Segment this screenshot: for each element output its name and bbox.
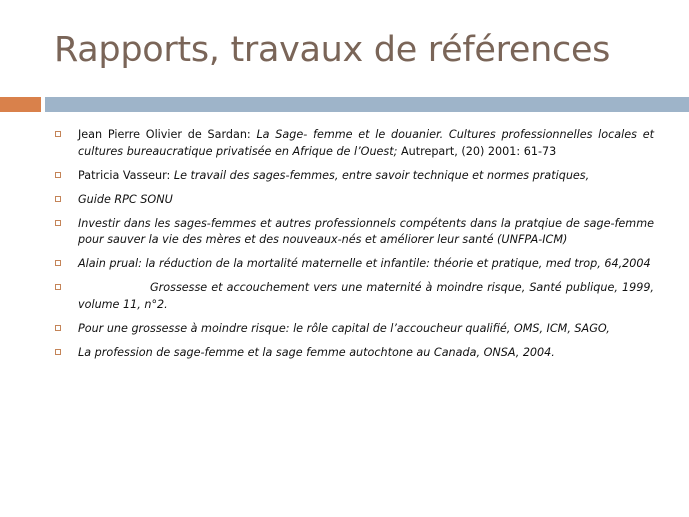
square-bullet-icon bbox=[55, 220, 61, 226]
square-bullet-icon bbox=[55, 284, 61, 290]
reference-author: Patricia Vasseur: bbox=[78, 168, 174, 182]
reference-title: La Sage- femme et le douanier. Cultures professionnelles locales et cultures bureaucratique privatisée en Afrique de l’Ouest; bbox=[78, 128, 654, 158]
reference-title: Le travail des sages-femmes, entre savoir technique et normes pratiques, bbox=[173, 168, 590, 182]
slide-title: Rapports, travaux de références bbox=[54, 30, 611, 70]
list-item bbox=[54, 127, 654, 160]
reference-text: La profession de sage-femme et la sage femme autochtone au Canada, ONSA, 2004. bbox=[78, 345, 555, 359]
list-item bbox=[54, 256, 654, 273]
square-bullet-icon bbox=[55, 196, 61, 202]
list-item bbox=[54, 321, 654, 338]
list-item bbox=[54, 216, 654, 249]
square-bullet-icon bbox=[55, 349, 61, 355]
square-bullet-icon bbox=[55, 325, 61, 331]
title-underline-band bbox=[45, 97, 689, 112]
square-bullet-icon bbox=[55, 131, 61, 137]
accent-band bbox=[0, 97, 41, 112]
reference-author: Jean Pierre Olivier de Sardan: bbox=[78, 128, 257, 141]
square-bullet-icon bbox=[55, 172, 61, 178]
reference-text: Pour une grossesse à moindre risque: le rôle capital de l’accoucheur qualifié, OMS, ICM, SAGO, bbox=[78, 321, 610, 335]
reference-source: Autrepart, (20) 2001: 61-73 bbox=[400, 144, 557, 158]
list-item bbox=[54, 345, 654, 362]
reference-text: Grossesse et accouchement vers une maternité à moindre risque, Santé publique, 1999, volume 11, n°2. bbox=[78, 281, 654, 311]
reference-text: Investir dans les sages-femmes et autres professionnels compétents dans la pratqiue de sage-femme pour sauver la vie des mères et des nouveaux-nés et améliorer leur santé (UNFPA-ICM) bbox=[78, 216, 654, 246]
list-item bbox=[54, 280, 654, 313]
square-bullet-icon bbox=[55, 260, 61, 266]
list-item bbox=[54, 168, 654, 185]
list-item bbox=[54, 192, 654, 209]
reference-text: Guide RPC SONU bbox=[78, 192, 173, 206]
reference-text: Alain prual: la réduction de la mortalité maternelle et infantile: théorie et pratique, med trop, 64,2004 bbox=[78, 257, 651, 270]
reference-list bbox=[54, 127, 654, 369]
